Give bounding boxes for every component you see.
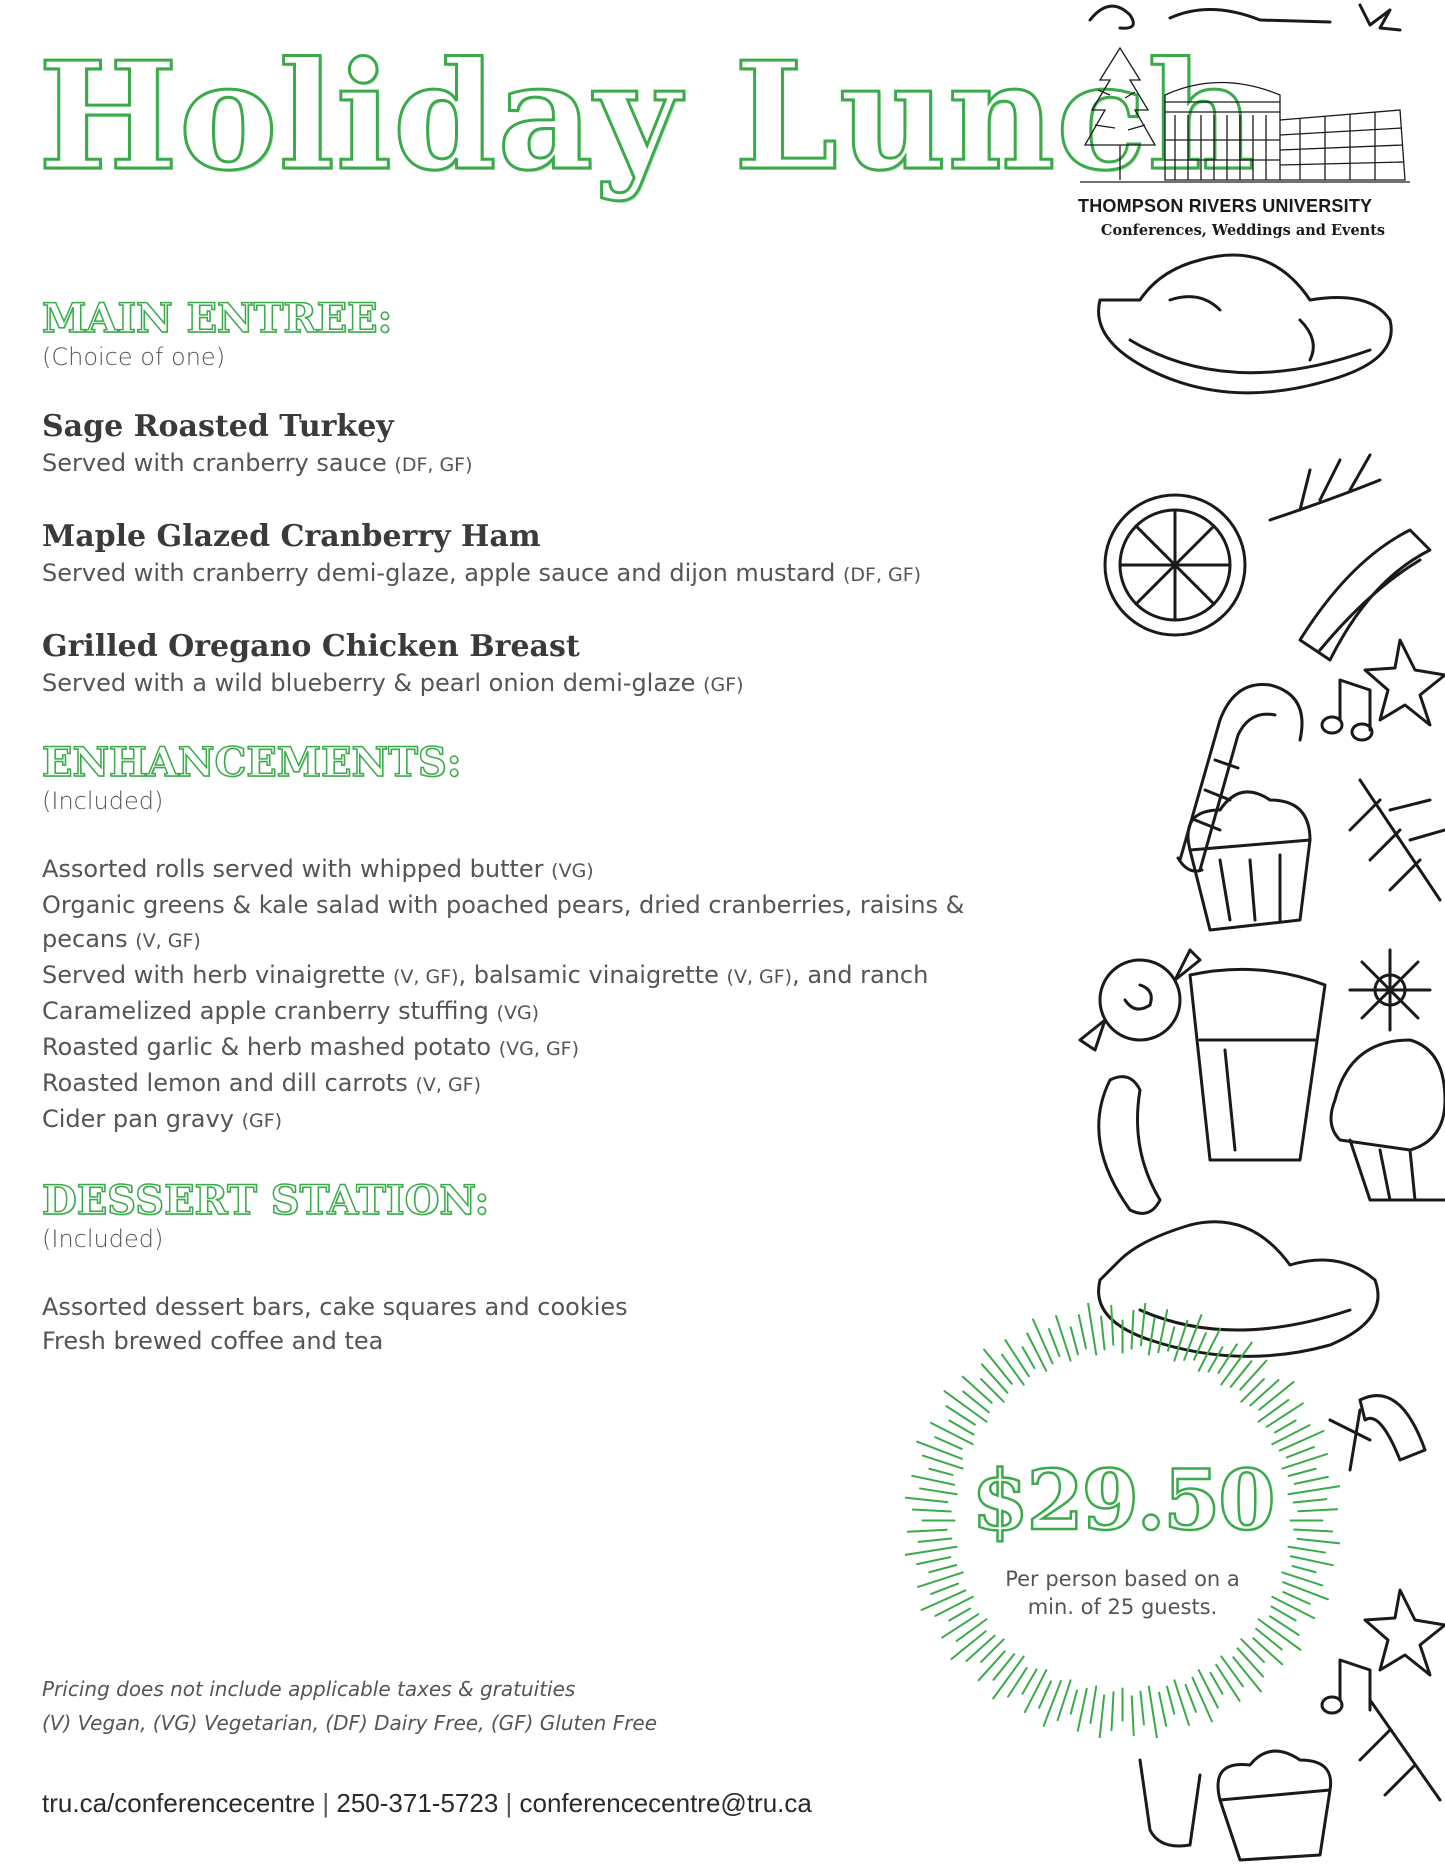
diet-tag: (DF, GF) xyxy=(394,454,473,476)
contact-line: tru.ca/conferencecentre | 250-371-5723 | conferencecentre@tru.ca xyxy=(42,1788,812,1818)
diet-tag: (GF) xyxy=(703,674,744,696)
dish-description: Served with cranberry sauce (DF, GF) xyxy=(42,449,473,477)
price-amount: $29.50 xyxy=(971,1453,1274,1549)
email-link[interactable]: conferencecentre@tru.ca xyxy=(519,1788,812,1818)
dish-description: Served with a wild blueberry & pearl onion demi-glaze (GF) xyxy=(42,669,744,697)
list-item: Cider pan gravy (GF) xyxy=(42,1105,283,1133)
footer-note xyxy=(42,1672,657,1740)
dish-description: Served with cranberry demi-glaze, apple sauce and dijon mustard (DF, GF) xyxy=(42,559,922,587)
dish-name: Maple Glazed Cranberry Ham xyxy=(42,519,541,554)
list-item: Roasted garlic & herb mashed potato (VG, GF) xyxy=(42,1033,580,1061)
list-item: Fresh brewed coffee and tea xyxy=(42,1327,384,1355)
list-item: Assorted rolls served with whipped butter (VG) xyxy=(42,855,594,883)
university-name: THOMPSON RIVERS UNIVERSITY xyxy=(1078,196,1373,216)
price-note: Per person based on a min. of 25 guests. xyxy=(1005,1567,1240,1619)
website-link[interactable]: tru.ca/conferencecentre xyxy=(42,1788,316,1818)
diet-legend: (V) Vegan, (VG) Vegetarian, (DF) Dairy Free, (GF) Gluten Free xyxy=(42,1711,658,1735)
page-title: Holiday Lunch xyxy=(38,29,1256,203)
dish-item xyxy=(42,628,1022,702)
diet-tag: (DF, GF) xyxy=(842,564,922,586)
list-item: Caramelized apple cranberry stuffing (VG) xyxy=(42,997,540,1025)
dish-name: Sage Roasted Turkey xyxy=(42,409,394,444)
list-item: Roasted lemon and dill carrots (V, GF) xyxy=(42,1069,482,1097)
dish-item xyxy=(42,408,1022,482)
dessert-note: (Included) xyxy=(42,1225,164,1253)
phone-number[interactable]: 250-371-5723 xyxy=(336,1788,499,1818)
menu-content xyxy=(42,295,1022,1358)
university-subtitle: Conferences, Weddings and Events xyxy=(1100,222,1386,239)
enhancements-note: (Included) xyxy=(42,787,164,815)
dessert-heading: DESSERT STATION: xyxy=(42,1177,490,1224)
price-badge xyxy=(905,1303,1340,1738)
enhancements-heading: ENHANCEMENTS: xyxy=(42,739,462,786)
list-item: Assorted dessert bars, cake squares and cookies xyxy=(42,1293,628,1321)
list-item: Served with herb vinaigrette (V, GF), balsamic vinaigrette (V, GF), and ranch xyxy=(42,961,929,989)
tax-note: Pricing does not include applicable taxes & gratuities xyxy=(42,1677,576,1701)
dish-item xyxy=(42,518,1022,592)
dish-name: Grilled Oregano Chicken Breast xyxy=(42,629,580,664)
main-entree-note: (Choice of one) xyxy=(42,343,226,371)
list-item: Organic greens & kale salad with poached pears, dried cranberries, raisins & pecans (V, GF) xyxy=(42,891,965,953)
main-entree-heading: MAIN ENTREE: xyxy=(42,295,393,342)
